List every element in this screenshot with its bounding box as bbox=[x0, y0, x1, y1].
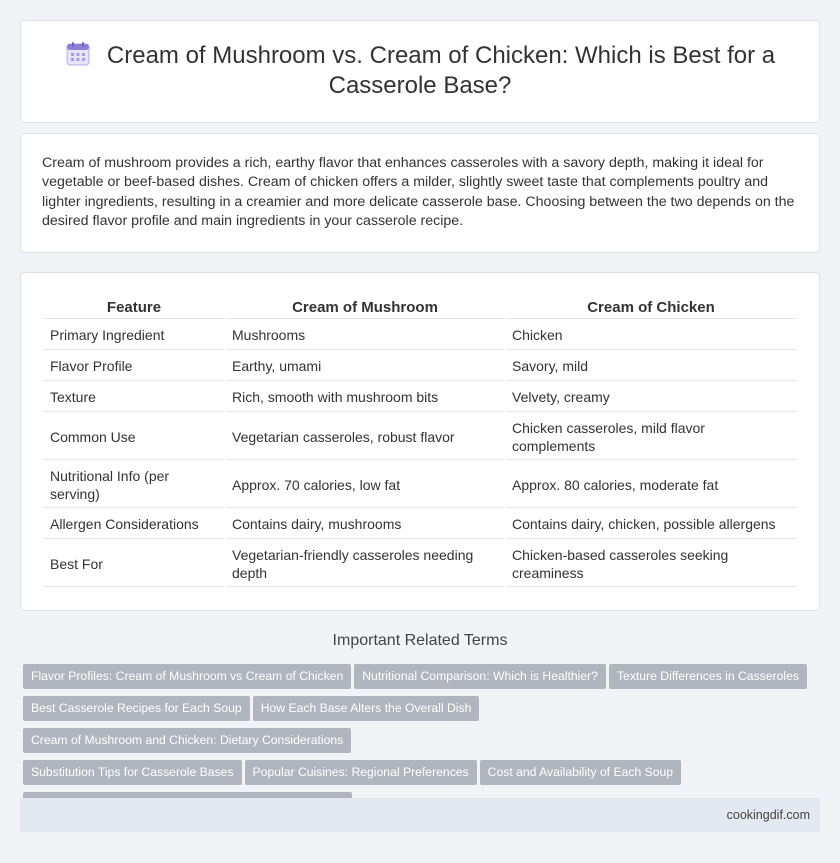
comparison-card bbox=[20, 272, 820, 611]
page-title-wrap bbox=[21, 41, 819, 101]
footer-site-link[interactable]: cookingdif.com bbox=[726, 808, 810, 822]
table-cell-chicken: Savory, mild bbox=[506, 352, 796, 381]
table-row bbox=[44, 462, 796, 508]
related-tag[interactable]: Popular Cuisines: Regional Preferences bbox=[245, 760, 477, 785]
table-cell-mushroom: Earthy, umami bbox=[226, 352, 504, 381]
table-cell-chicken: Chicken-based casseroles seeking creaminess bbox=[506, 541, 796, 587]
table-cell-chicken: Chicken bbox=[506, 321, 796, 350]
header-cream-of-mushroom: Cream of Mushroom bbox=[226, 297, 504, 319]
related-tag[interactable]: Flavor Profiles: Cream of Mushroom vs Cream of Chicken bbox=[23, 664, 351, 689]
related-tag[interactable]: How Each Base Alters the Overall Dish bbox=[253, 696, 480, 721]
table-header-row bbox=[44, 297, 796, 319]
table-row bbox=[44, 510, 796, 539]
table-cell-mushroom: Vegetarian casseroles, robust flavor bbox=[226, 414, 504, 460]
header-cream-of-chicken: Cream of Chicken bbox=[506, 297, 796, 319]
table-row bbox=[44, 414, 796, 460]
table-cell-chicken: Chicken casseroles, mild flavor complements bbox=[506, 414, 796, 460]
intro-paragraph: Cream of mushroom provides a rich, earthy flavor that enhances casseroles with a savory depth, making it ideal for vegetable or beef-based dishes. Cream of chicken offers a milder, slightly sweet taste that complements poultry and lighter ingredients, resulting in a creamier and more delicate casserole base. Choosing between the two depends on the desired flavor profile and main ingredients in your casserole recipe. bbox=[42, 155, 795, 230]
table-cell-feature: Flavor Profile bbox=[44, 352, 224, 381]
related-tag[interactable]: Nutritional Comparison: Which is Healthier? bbox=[354, 664, 606, 689]
related-tag[interactable]: Substitution Tips for Casserole Bases bbox=[23, 760, 242, 785]
page-title: Cream of Mushroom vs. Cream of Chicken: Which is Best for a Casserole Base? bbox=[106, 42, 776, 99]
table-row bbox=[44, 321, 796, 350]
table-cell-feature: Primary Ingredient bbox=[44, 321, 224, 350]
table-row bbox=[44, 383, 796, 412]
table-cell-chicken: Approx. 80 calories, moderate fat bbox=[506, 462, 796, 508]
table-cell-feature: Nutritional Info (per serving) bbox=[44, 462, 224, 508]
table-cell-mushroom: Rich, smooth with mushroom bits bbox=[226, 383, 504, 412]
table-cell-chicken: Contains dairy, chicken, possible allergens bbox=[506, 510, 796, 539]
calendar-icon bbox=[65, 41, 91, 67]
table-cell-feature: Texture bbox=[44, 383, 224, 412]
table-cell-chicken: Velvety, creamy bbox=[506, 383, 796, 412]
footer bbox=[20, 798, 820, 832]
table-row bbox=[44, 352, 796, 381]
table-cell-feature: Common Use bbox=[44, 414, 224, 460]
comparison-table bbox=[42, 295, 798, 589]
table-row bbox=[44, 541, 796, 587]
related-terms-heading: Important Related Terms bbox=[332, 632, 508, 649]
related-tag[interactable]: Cream of Mushroom and Chicken: Dietary Considerations bbox=[23, 728, 351, 753]
related-tag[interactable]: Cost and Availability of Each Soup bbox=[480, 760, 681, 785]
table-cell-mushroom: Contains dairy, mushrooms bbox=[226, 510, 504, 539]
table-cell-mushroom: Approx. 70 calories, low fat bbox=[226, 462, 504, 508]
intro-card bbox=[20, 133, 820, 253]
title-card bbox=[20, 20, 820, 123]
header-feature: Feature bbox=[44, 297, 224, 319]
table-cell-feature: Best For bbox=[44, 541, 224, 587]
table-cell-mushroom: Vegetarian-friendly casseroles needing depth bbox=[226, 541, 504, 587]
related-tag[interactable]: Texture Differences in Casseroles bbox=[609, 664, 807, 689]
table-cell-feature: Allergen Considerations bbox=[44, 510, 224, 539]
table-cell-mushroom: Mushrooms bbox=[226, 321, 504, 350]
related-tag[interactable]: Best Casserole Recipes for Each Soup bbox=[23, 696, 250, 721]
